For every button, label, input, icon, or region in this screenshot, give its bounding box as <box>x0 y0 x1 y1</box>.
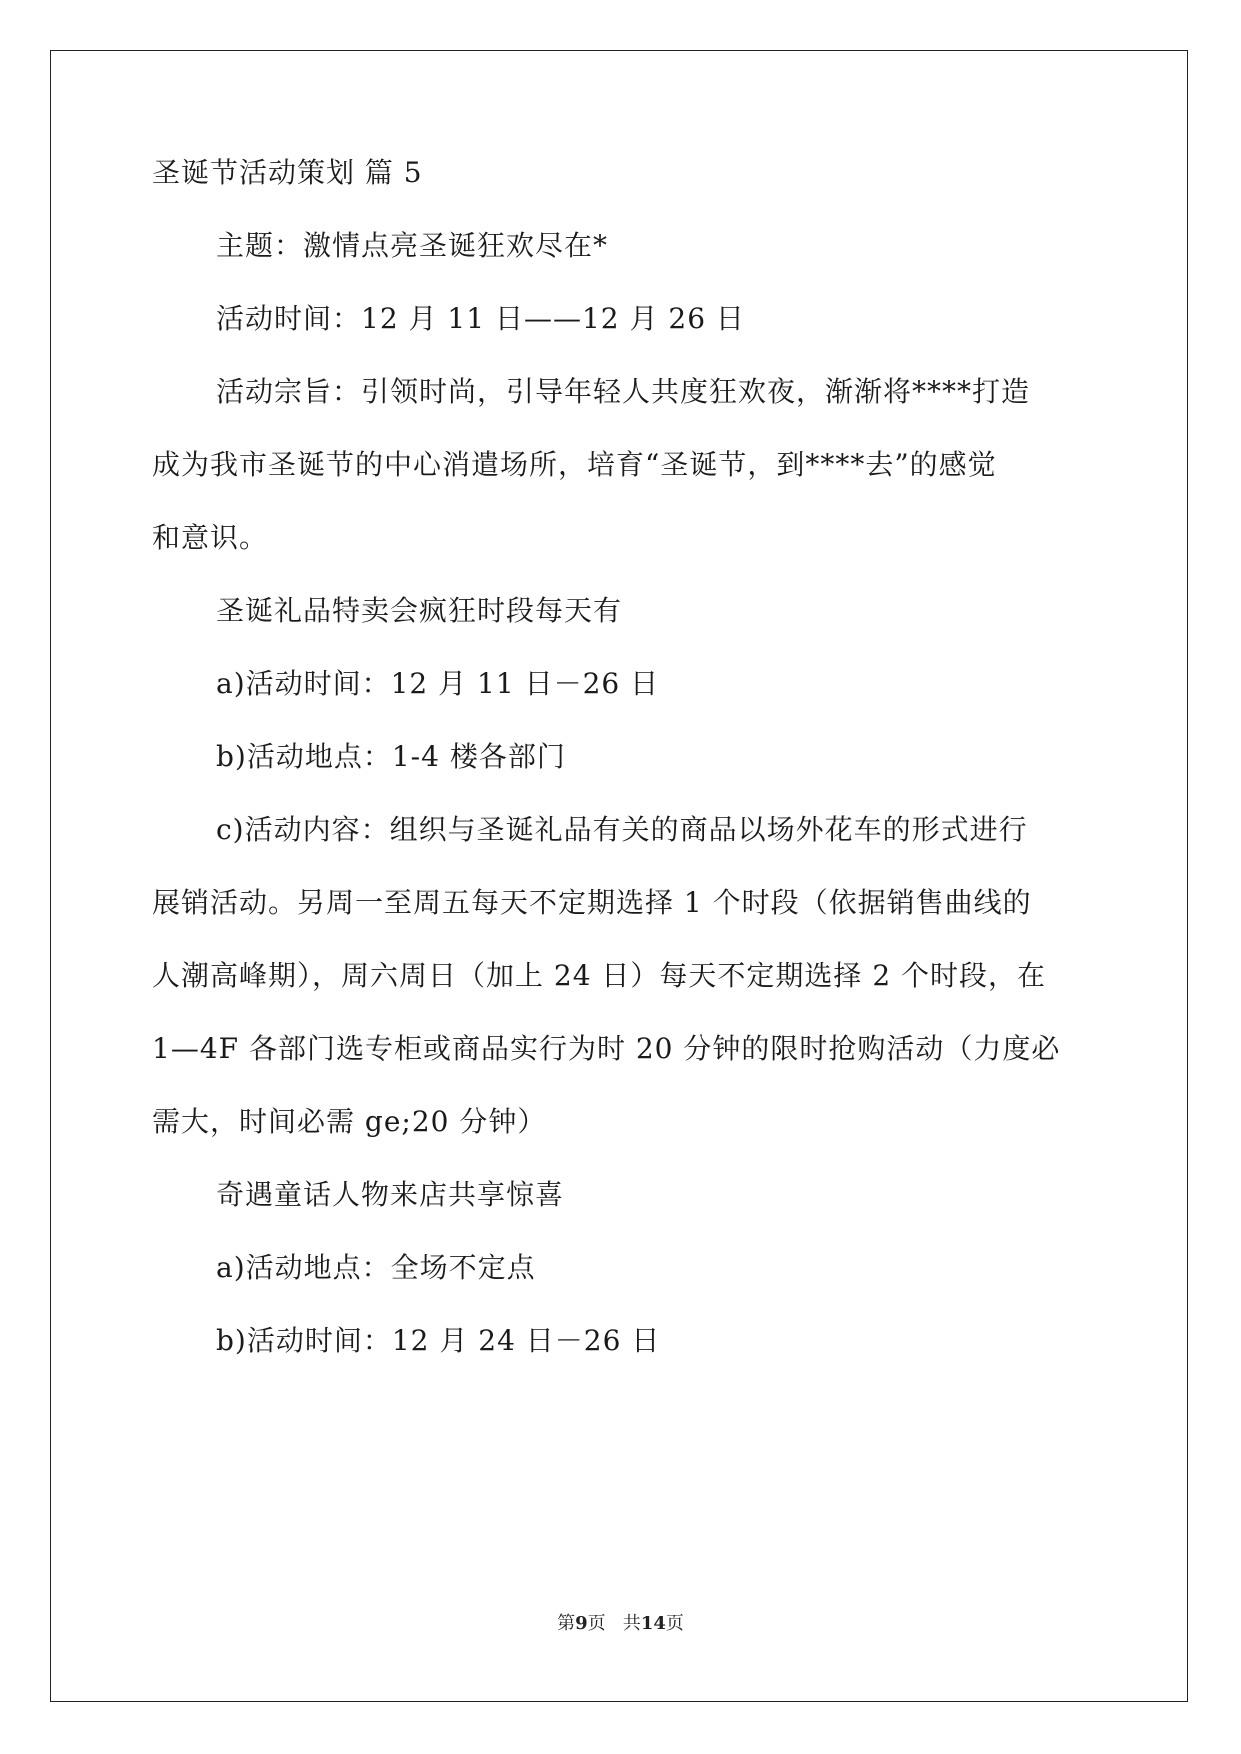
doc-line: a)活动时间：12 月 11 日－26 日 <box>216 667 660 700</box>
doc-heading: 圣诞节活动策划 篇 5 <box>152 156 423 189</box>
doc-line: 展销活动。另周一至周五每天不定期选择 1 个时段（依据销售曲线的 <box>152 886 1032 919</box>
doc-line: a)活动地点：全场不定点 <box>216 1251 536 1284</box>
doc-line: 圣诞礼品特卖会疯狂时段每天有 <box>216 594 623 627</box>
document-body <box>152 158 1090 1356</box>
footer-page-unit: 页 <box>587 1613 606 1634</box>
footer-total-unit: 页 <box>665 1613 684 1634</box>
doc-line: 人潮高峰期），周六周日（加上 24 日）每天不定期选择 2 个时段，在 <box>152 959 1047 992</box>
doc-line: 成为我市圣诞节的中心消遣场所，培育“圣诞节，到****去”的感觉 <box>152 448 997 481</box>
doc-line: 1—4F 各部门选专柜或商品实行为时 20 分钟的限时抢购活动（力度必 <box>152 1032 1061 1065</box>
doc-line: b)活动地点：1-4 楼各部门 <box>216 740 566 773</box>
doc-line: 活动宗旨：引领时尚，引导年轻人共度狂欢夜，渐渐将****打造 <box>216 375 1031 408</box>
doc-line: c)活动内容：组织与圣诞礼品有关的商品以场外花车的形式进行 <box>216 813 1028 846</box>
footer-total-prefix: 共 <box>622 1613 641 1634</box>
doc-line: 和意识。 <box>152 521 269 554</box>
doc-line: 活动时间：12 月 11 日——12 月 26 日 <box>216 302 745 335</box>
doc-line: b)活动时间：12 月 24 日－26 日 <box>216 1324 661 1357</box>
footer-prefix: 第 <box>557 1613 576 1634</box>
doc-line: 奇遇童话人物来店共享惊喜 <box>216 1178 565 1211</box>
doc-line: 需大，时间必需 ge;20 分钟） <box>152 1105 547 1138</box>
doc-line: 主题：激情点亮圣诞狂欢尽在* <box>216 229 609 262</box>
current-page-number: 9 <box>575 1613 588 1634</box>
page-footer <box>0 1613 1241 1635</box>
total-pages-number: 14 <box>640 1613 666 1634</box>
